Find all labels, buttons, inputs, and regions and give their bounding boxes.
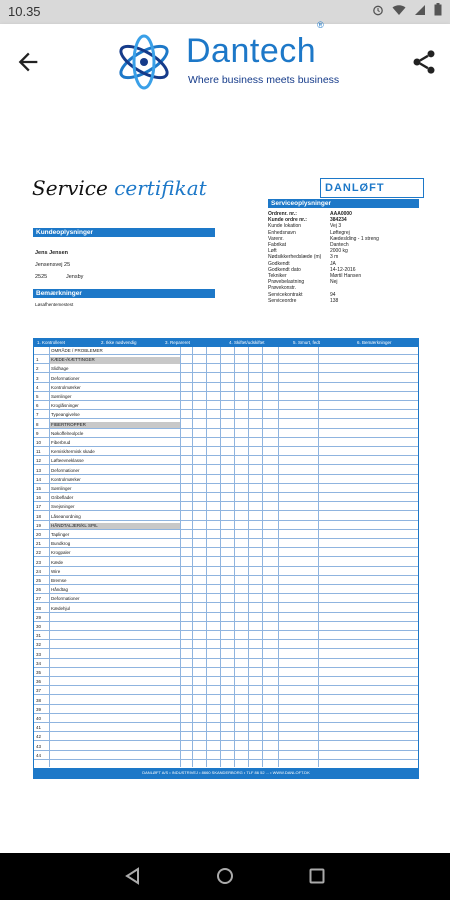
service-info-row — [268, 267, 418, 273]
table-row[interactable] — [34, 422, 418, 429]
service-info-key: Godkendt dato — [268, 266, 301, 273]
row-number: 31 — [36, 633, 42, 639]
table-row[interactable] — [34, 734, 418, 741]
service-info-value: Løftegrej — [330, 229, 350, 236]
row-label: Kæde — [51, 559, 64, 565]
table-row[interactable] — [34, 376, 418, 383]
row-number: 32 — [36, 642, 42, 648]
row-label: Wire — [51, 568, 61, 574]
service-info-row — [268, 217, 418, 223]
table-row[interactable] — [34, 642, 418, 649]
table-row[interactable] — [34, 624, 418, 631]
status-icons — [372, 3, 442, 16]
recent-square-icon[interactable] — [308, 867, 326, 885]
service-info-key: Kunde lokation — [268, 223, 302, 230]
row-label: Fiberbrud — [51, 440, 71, 445]
row-number: 14 — [36, 476, 42, 482]
service-info-key: Ordrenr. nr.: — [268, 211, 297, 217]
table-row[interactable] — [34, 532, 418, 539]
customer-name: Jens Jensen — [35, 250, 69, 256]
row-label: Sømlinger — [51, 486, 72, 491]
service-info-key: Løft — [268, 248, 277, 255]
service-info-row — [268, 292, 418, 298]
row-label: Håndtag — [51, 587, 69, 593]
row-number: 30 — [36, 624, 42, 629]
customer-city: Jensby — [66, 274, 84, 280]
row-number: 29 — [36, 614, 42, 620]
table-row[interactable] — [34, 652, 418, 659]
row-number: 8 — [36, 421, 39, 427]
service-info-value: Vej 3 — [330, 223, 342, 230]
row-number: 34 — [36, 660, 42, 666]
grid-header-label: 1. Kontrolleret — [37, 340, 66, 345]
home-circle-icon[interactable] — [216, 867, 234, 885]
brand-text: Dantech — [186, 32, 317, 70]
row-number: 2 — [36, 366, 39, 372]
row-number: 22 — [36, 550, 42, 556]
table-row[interactable] — [34, 468, 418, 475]
grid-footer: DANLØFT A/S • INDUSTRIVEJ • 8660 SKANDERBORG • TLF 86 52 ... • WWW.DANLOFT.DK — [34, 768, 418, 778]
row-number: 26 — [36, 587, 42, 593]
logo-star-icon — [112, 32, 176, 92]
row-label: Låseanordning — [51, 513, 81, 519]
service-info-row — [268, 248, 418, 254]
table-row[interactable] — [34, 615, 418, 622]
row-label: Slidhage — [51, 366, 69, 372]
row-label: Kemisk/termisk skade — [51, 449, 95, 455]
row-label — [49, 615, 181, 622]
table-row[interactable] — [34, 403, 418, 410]
table-row[interactable] — [34, 661, 418, 668]
service-info-key: Fabrikat — [268, 242, 287, 248]
row-label: Taplinger — [51, 532, 70, 537]
table-row[interactable] — [34, 550, 418, 557]
table-row[interactable] — [34, 366, 418, 373]
table-row[interactable] — [34, 477, 418, 484]
row-number: 25 — [36, 578, 42, 583]
table-row[interactable] — [34, 560, 418, 567]
row-number: 5 — [36, 394, 39, 399]
row-label: OMRÅDE / PROBLEMER — [51, 348, 103, 353]
grid-header-label: 3. Repareret — [165, 340, 191, 345]
back-arrow-icon[interactable] — [14, 48, 42, 76]
table-row[interactable] — [34, 541, 418, 548]
row-label: Typeangivelse — [51, 412, 80, 418]
service-info-key: Serviceordre — [268, 297, 297, 304]
title-part-certifikat: certifikat — [114, 176, 207, 200]
table-row[interactable] — [34, 606, 418, 613]
brand-registered: ® — [317, 19, 325, 30]
grid-header — [34, 339, 418, 347]
row-label: HÅNDTALJER/KL SPIL — [49, 523, 181, 530]
row-label: Bremse — [51, 578, 67, 583]
table-row[interactable] — [34, 385, 418, 392]
grid-divider — [220, 347, 221, 767]
row-label: Kroglåsninger — [51, 403, 79, 409]
row-number: 21 — [36, 541, 42, 547]
row-number: 40 — [36, 716, 42, 721]
table-row[interactable] — [34, 412, 418, 419]
row-number: 41 — [36, 725, 42, 731]
row-number: 15 — [36, 486, 42, 491]
service-info-value: Dantech — [330, 242, 349, 248]
danloft-logo: DANLØFT — [320, 178, 424, 198]
table-row[interactable] — [34, 569, 418, 576]
table-row[interactable] — [34, 744, 418, 751]
row-number: 10 — [36, 440, 42, 445]
brand-tagline: Where business meets business — [188, 74, 340, 86]
row-number: 4 — [36, 384, 39, 390]
row-label — [49, 725, 181, 732]
row-number: 24 — [36, 568, 42, 574]
table-row[interactable] — [34, 587, 418, 594]
table-row[interactable] — [34, 670, 418, 677]
app-bar — [0, 19, 450, 98]
wifi-icon — [392, 4, 406, 16]
row-number: 9 — [36, 430, 39, 436]
inspection-grid — [33, 338, 419, 779]
row-label: Krogpaler — [51, 550, 71, 556]
table-row[interactable] — [34, 486, 418, 493]
customer-info-header: Kundeoplysninger — [33, 228, 215, 237]
remarks-text: Løsafhentemestest — [35, 302, 74, 307]
back-triangle-icon[interactable] — [124, 867, 142, 885]
table-row[interactable] — [34, 578, 418, 585]
row-number: 12 — [36, 458, 42, 464]
table-row[interactable] — [34, 495, 418, 502]
row-number: 1 — [36, 357, 39, 363]
grid-header-label: 6. Bemærkninger — [357, 340, 392, 345]
signal-icon — [414, 4, 426, 16]
row-label: Sømlinger — [51, 394, 72, 399]
service-info-row — [268, 230, 418, 236]
grid-divider — [49, 347, 50, 767]
service-info-key: Servicekontrakt — [268, 291, 303, 298]
row-number: 13 — [36, 467, 42, 473]
row-label — [49, 652, 181, 659]
row-number: 17 — [36, 504, 42, 510]
service-info-value: 3 m — [330, 254, 339, 261]
table-row[interactable] — [34, 357, 418, 364]
table-row[interactable] — [34, 596, 418, 603]
system-nav-bar — [0, 853, 450, 900]
battery-icon — [434, 3, 442, 16]
brand-name — [186, 19, 325, 71]
grid-divider — [234, 347, 235, 767]
row-number: 23 — [36, 559, 42, 565]
row-label: Gribeflader — [51, 495, 74, 501]
row-number: 38 — [36, 697, 42, 703]
service-info-value: 2000 kg — [330, 248, 348, 255]
row-label — [49, 624, 181, 631]
table-row[interactable] — [34, 348, 418, 355]
row-label: Løfteevneklasse — [51, 458, 84, 464]
service-info-key: Godkendt — [268, 260, 290, 267]
row-label — [49, 670, 181, 677]
service-info-row — [268, 223, 418, 229]
row-number: 28 — [36, 605, 42, 611]
row-number: 35 — [36, 670, 42, 675]
row-label — [49, 707, 181, 714]
service-info-row — [268, 298, 418, 304]
row-label — [49, 734, 181, 741]
certificate-document — [0, 98, 450, 853]
service-info-row — [268, 273, 418, 279]
status-time: 10.35 — [8, 4, 41, 19]
table-row[interactable] — [34, 514, 418, 521]
row-number: 43 — [36, 743, 42, 749]
table-row[interactable] — [34, 458, 418, 465]
service-info-value: Nej — [330, 279, 338, 286]
row-number: 39 — [36, 706, 42, 712]
row-label — [49, 753, 181, 760]
share-icon[interactable] — [410, 48, 438, 76]
alarm-icon — [372, 4, 384, 16]
row-label: Nøkoffelreolpcle — [51, 430, 84, 436]
service-info-row — [268, 279, 418, 285]
service-info-key: Prøvebelastning — [268, 279, 305, 286]
service-info-key: Tekniker — [268, 273, 287, 279]
certificate-title — [32, 176, 207, 200]
grid-header-label: 4. Skiftet/udskiftet — [229, 340, 265, 345]
grid-header-label: 2. Ikke nødvendig — [101, 340, 137, 345]
table-row[interactable] — [34, 688, 418, 695]
status-bar — [0, 0, 450, 24]
row-number: 27 — [36, 596, 42, 602]
row-number: 7 — [36, 412, 39, 418]
service-info-header: Serviceoplysninger — [268, 199, 419, 208]
table-row[interactable] — [34, 504, 418, 511]
table-row[interactable] — [34, 440, 418, 447]
table-row[interactable] — [34, 394, 418, 401]
service-info-row — [268, 261, 418, 267]
service-info-key: Nødsikkerhedslæde (m) — [268, 254, 322, 261]
service-info-value: Kædeslding - 1 streng — [330, 235, 379, 242]
customer-street: Jensensvej 25 — [35, 262, 71, 268]
grid-divider — [192, 347, 193, 767]
row-label: Deformationer — [51, 375, 80, 381]
service-info-row — [268, 285, 418, 291]
service-info-row — [268, 211, 418, 217]
service-info-row — [268, 236, 418, 242]
grid-header-label: 5. Smurt, fedt — [293, 340, 321, 345]
row-label: Deformationer — [51, 596, 80, 602]
service-info-value: 14-12-2016 — [330, 266, 356, 273]
service-info-row — [268, 242, 418, 248]
row-label — [49, 744, 181, 751]
row-label: FIBERTROPPER — [49, 422, 181, 429]
table-row[interactable] — [34, 753, 418, 760]
row-number: 11 — [36, 449, 41, 455]
row-label — [49, 688, 181, 695]
grid-divider — [206, 347, 207, 767]
row-number: 33 — [36, 651, 42, 657]
row-label — [49, 633, 181, 640]
row-label: Deformationer — [51, 467, 80, 473]
row-number: 18 — [36, 513, 42, 519]
row-label: KÆDE-/KÆTTINGER — [49, 357, 181, 364]
dantech-logo — [112, 19, 340, 92]
grid-divider — [180, 347, 181, 767]
table-row[interactable] — [34, 523, 418, 530]
row-label — [49, 679, 181, 686]
row-label — [49, 698, 181, 705]
row-number: 37 — [36, 688, 42, 694]
service-info-value: 138 — [330, 297, 339, 304]
service-info-key: Varenr. — [268, 235, 284, 242]
grid-divider — [262, 347, 263, 767]
service-info-key: Kunde ordre nr.: — [268, 217, 307, 224]
table-row[interactable] — [34, 679, 418, 686]
row-number: 36 — [36, 679, 42, 685]
service-info-key: Prøvekonstr. — [268, 285, 297, 292]
row-number: 3 — [36, 375, 39, 381]
row-label — [49, 642, 181, 649]
table-row[interactable] — [34, 707, 418, 714]
table-row[interactable] — [34, 716, 418, 723]
row-number: 16 — [36, 495, 42, 501]
row-label: Kontrolmærker — [51, 476, 81, 482]
row-label: Kædehjul — [51, 605, 71, 611]
row-label: Kontrolmærker — [51, 384, 81, 390]
service-info-value: AAA0000 — [330, 211, 352, 217]
row-number: 20 — [36, 532, 42, 537]
title-part-service: Service — [32, 176, 108, 200]
row-number: 6 — [36, 403, 39, 409]
service-info-value: Mørtil Hansen — [330, 273, 362, 279]
row-label — [49, 716, 181, 723]
row-number: 19 — [36, 522, 42, 528]
table-row[interactable] — [34, 431, 418, 438]
row-number: 44 — [36, 752, 42, 758]
grid-divider — [248, 347, 249, 767]
row-label: Svejsninger — [51, 504, 75, 510]
row-label: Bundkrog — [51, 541, 71, 547]
table-row[interactable] — [34, 698, 418, 705]
service-info-row — [268, 254, 418, 260]
grid-divider — [278, 347, 279, 767]
row-label — [49, 661, 181, 668]
grid-divider — [318, 347, 319, 767]
customer-zip: 2525 — [35, 274, 48, 280]
table-row[interactable] — [34, 633, 418, 640]
row-number: 42 — [36, 734, 42, 740]
table-row[interactable] — [34, 725, 418, 732]
service-info-value: JA — [330, 260, 336, 267]
service-info-key: Enhedsnavn — [268, 229, 296, 236]
service-info-value: 384234 — [330, 217, 347, 224]
remarks-header: Bemærkninger — [33, 289, 215, 298]
table-row[interactable] — [34, 449, 418, 456]
service-info-value: 94 — [330, 291, 336, 298]
